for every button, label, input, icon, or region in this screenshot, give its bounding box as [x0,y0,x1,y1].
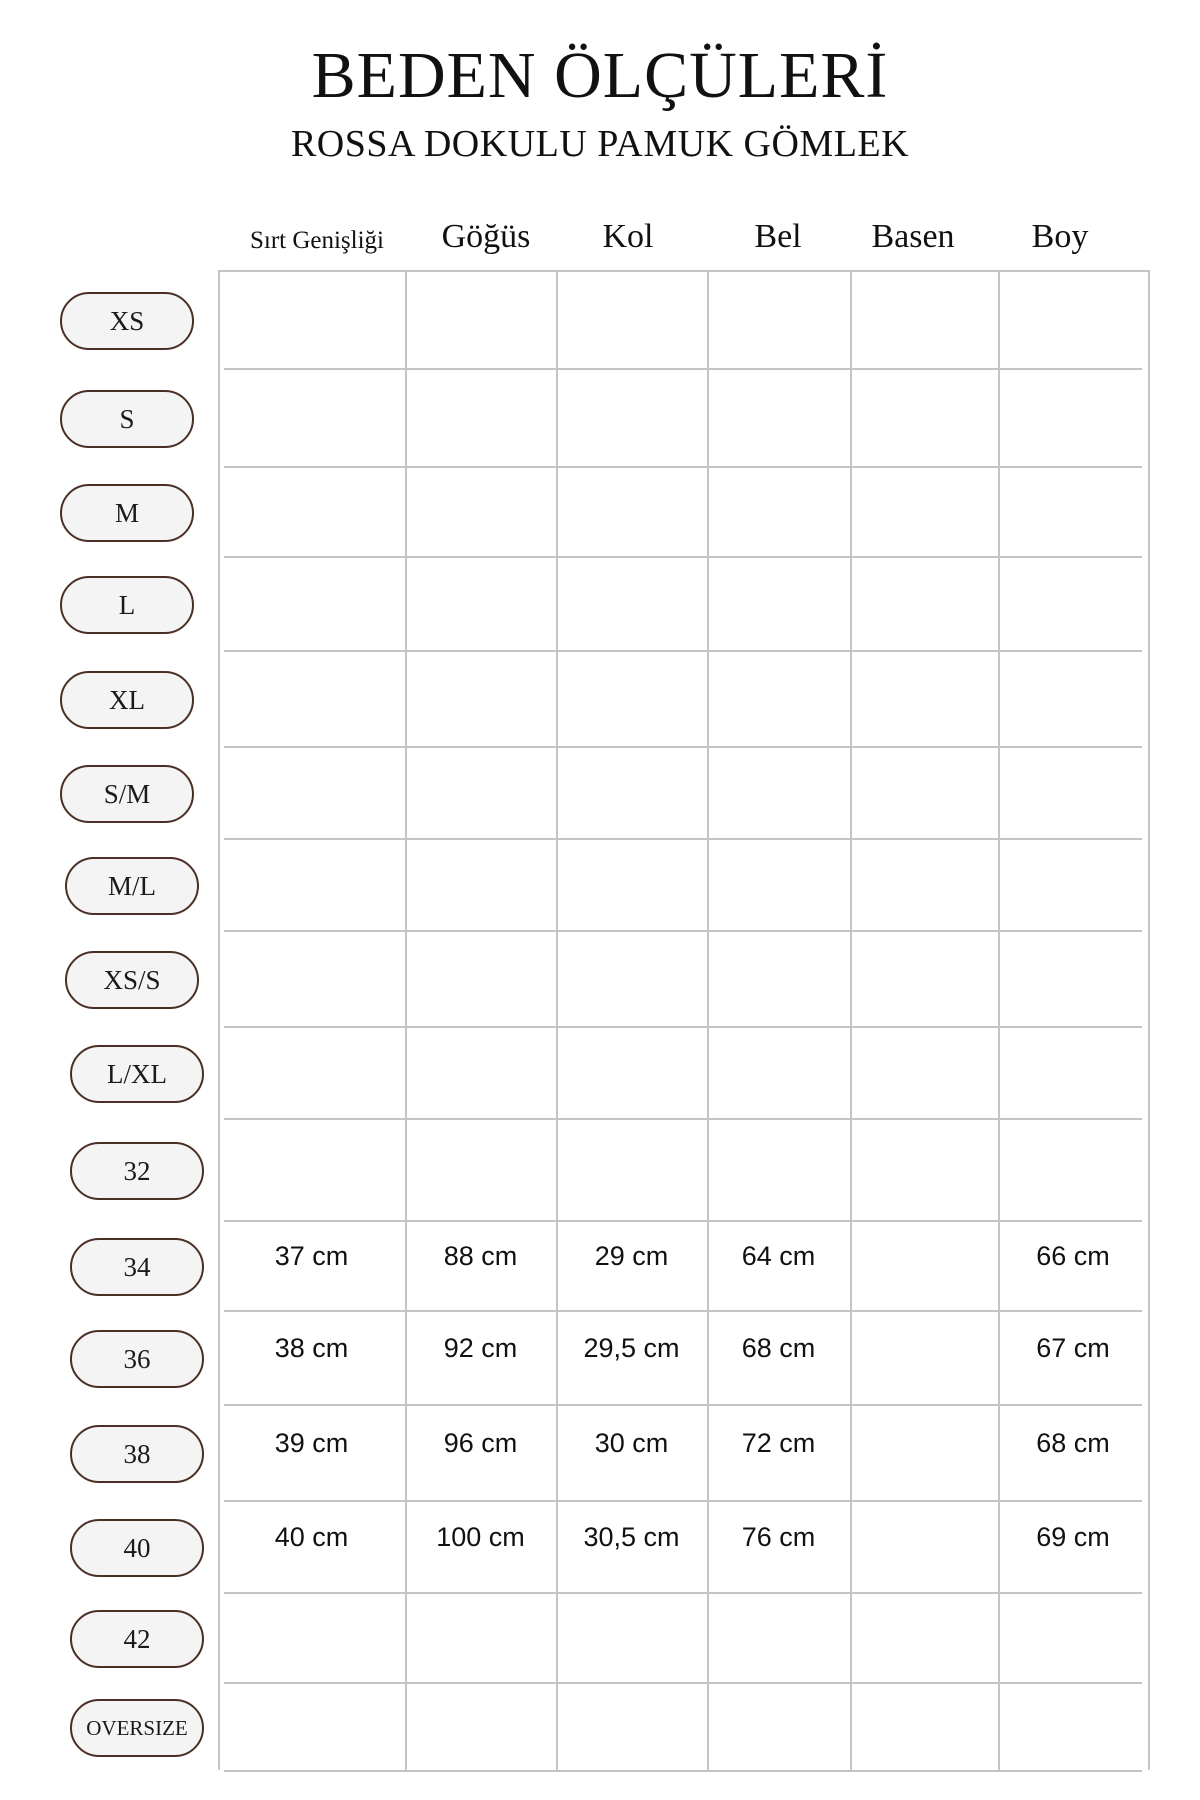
grid-horizontal-line [224,838,1142,840]
table-cell-gogus: 100 cm [436,1522,525,1552]
table-cell-kol: 29,5 cm [583,1333,680,1363]
table-cell-boy: 68 cm [1036,1428,1110,1458]
grid-horizontal-line [224,1592,1142,1594]
grid-horizontal-line [218,270,1148,272]
table-cell-boy: 67 cm [1036,1333,1110,1363]
table-cell-gogus: 92 cm [443,1333,518,1363]
table-cell-sirt: 39 cm [274,1428,349,1458]
table-cell-bel: 72 cm [741,1428,816,1458]
grid-horizontal-line [224,1220,1142,1222]
column-header-bel: Bel [754,218,802,255]
grid-horizontal-line [224,368,1142,370]
size-label-38: 38 [70,1425,204,1483]
size-label-l-xl: L/XL [70,1045,204,1103]
table-cell-boy: 69 cm [1036,1522,1110,1552]
grid-vertical-line [850,270,852,1770]
size-label-s-m: S/M [60,765,194,823]
grid-horizontal-line [224,1682,1142,1684]
table-cell-kol: 30 cm [594,1428,669,1458]
table-cell-kol: 29 cm [594,1241,669,1271]
table-cell-sirt: 37 cm [274,1241,349,1271]
grid-horizontal-line [224,1118,1142,1120]
size-label-oversize: OVERSIZE [70,1699,204,1757]
size-label-m-l: M/L [65,857,199,915]
size-label-32: 32 [70,1142,204,1200]
grid-horizontal-line [224,1404,1142,1406]
column-header-gogus: Göğüs [441,218,531,255]
table-cell-bel: 76 cm [741,1522,816,1552]
size-label-m: M [60,484,194,542]
grid-horizontal-line [224,650,1142,652]
column-header-sirt: Sırt Genişliği [249,227,385,254]
grid-vertical-line [1148,270,1150,1770]
size-label-xs-s: XS/S [65,951,199,1009]
size-label-l: L [60,576,194,634]
grid-horizontal-line [224,1310,1142,1312]
table-cell-bel: 68 cm [741,1333,816,1363]
grid-horizontal-line [224,746,1142,748]
size-label-40: 40 [70,1519,204,1577]
table-cell-gogus: 96 cm [443,1428,518,1458]
table-cell-sirt: 40 cm [274,1522,349,1552]
grid-horizontal-line [224,556,1142,558]
size-label-xs: XS [60,292,194,350]
table-cell-bel: 64 cm [741,1241,816,1271]
size-label-34: 34 [70,1238,204,1296]
page-subtitle: ROSSA DOKULU PAMUK GÖMLEK [290,123,910,165]
column-header-basen: Basen [871,218,955,255]
table-cell-boy: 66 cm [1036,1241,1110,1271]
table-cell-kol: 30,5 cm [583,1522,680,1552]
grid-horizontal-line [224,466,1142,468]
column-header-kol: Kol [602,218,654,255]
size-label-42: 42 [70,1610,204,1668]
grid-horizontal-line [224,930,1142,932]
grid-horizontal-line [224,1500,1142,1502]
column-header-boy: Boy [1031,218,1089,255]
size-label-xl: XL [60,671,194,729]
table-cell-sirt: 38 cm [274,1333,349,1363]
grid-horizontal-line [224,1770,1142,1772]
size-label-s: S [60,390,194,448]
grid-horizontal-line [224,1026,1142,1028]
size-label-36: 36 [70,1330,204,1388]
table-cell-gogus: 88 cm [443,1241,518,1271]
page-title: BEDEN ÖLÇÜLERİ [311,39,889,112]
